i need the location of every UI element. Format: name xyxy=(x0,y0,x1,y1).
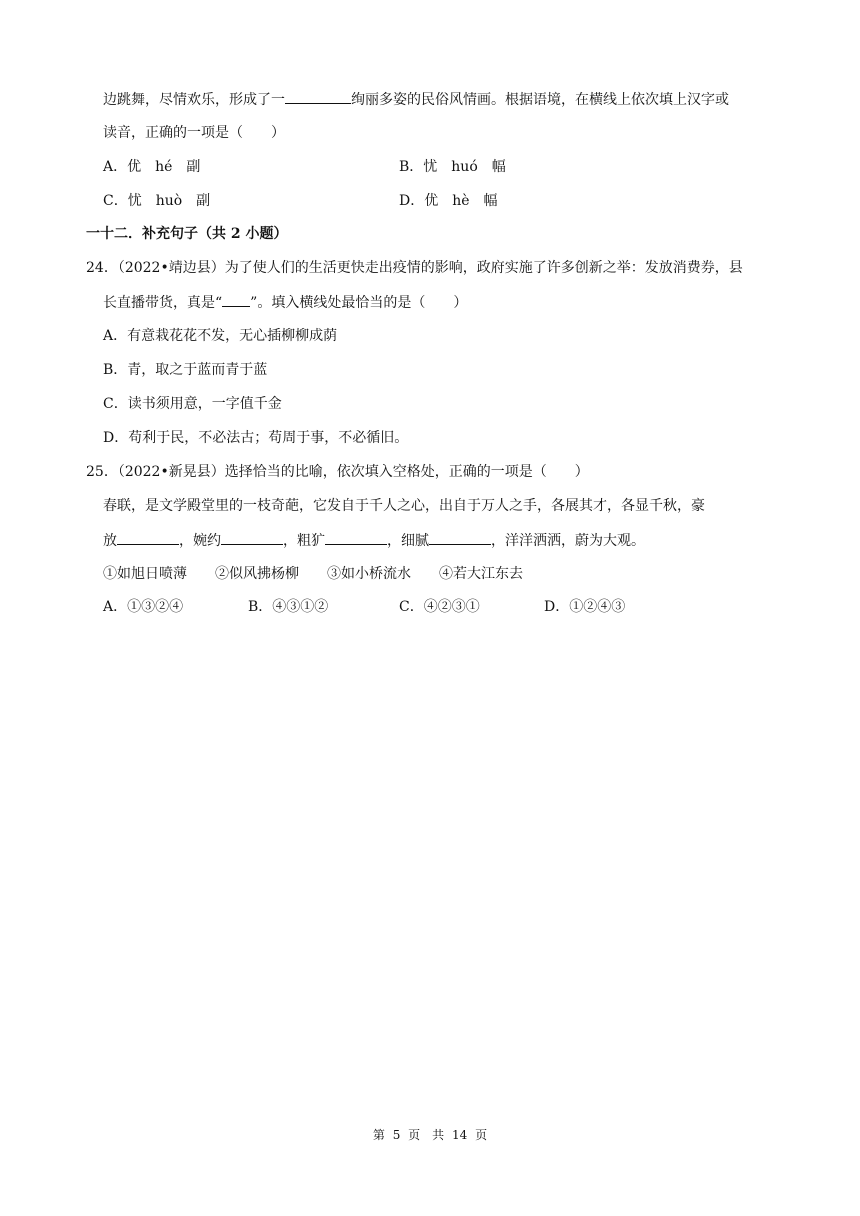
q23-option-d: D．优 hè 幅 xyxy=(399,193,498,209)
q23-line2: 读音，正确的一项是（ ） xyxy=(103,125,285,141)
q25-line2: 春联，是文学殿堂里的一枝奇葩，它发自于千人之心，出自于万人之手，各展其才，各显千秋，豪 xyxy=(103,498,705,514)
q25-blank-4 xyxy=(429,530,491,545)
q25-option-d: D．①②④③ xyxy=(544,599,626,615)
footer-page-number: 5 xyxy=(392,1128,401,1142)
q25-seg3: ，粗犷 xyxy=(283,533,325,549)
q25-option-c: C．④②③① xyxy=(399,599,480,615)
q23-option-b: B．忧 huó 幅 xyxy=(399,159,506,175)
footer-suffix: 页 xyxy=(475,1128,488,1142)
q25-option-a: A．①③②④ xyxy=(103,599,184,615)
q24-option-c: C．读书须用意，一字值千金 xyxy=(103,396,282,412)
q25-seg5: ，洋洋洒洒，蔚为大观。 xyxy=(491,533,645,549)
section-title: 一十二．补充句子（共 2 小题） xyxy=(86,226,288,242)
q25-blank-1 xyxy=(117,530,179,545)
q23-option-c: C．忧 huò 副 xyxy=(103,193,211,209)
q25-blank-3 xyxy=(325,530,387,545)
q24-line1: 24．（2022•靖边县）为了使人们的生活更快走出疫情的影响，政府实施了许多创新之举：发放消费券，县 xyxy=(86,260,743,276)
q24-option-b: B．青，取之于蓝而青于蓝 xyxy=(103,362,268,378)
q24-blank xyxy=(222,292,250,307)
footer-prefix: 第 xyxy=(372,1128,385,1142)
q24-line2 xyxy=(103,292,467,312)
q25-seg1: 放 xyxy=(103,533,117,549)
q25-line1: 25．（2022•新晃县）选择恰当的比喻，依次填入空格处，正确的一项是（ ） xyxy=(86,464,589,480)
footer-total-pages: 14 xyxy=(452,1128,468,1142)
q24-line2-before: 长直播带货，真是“ xyxy=(103,295,223,311)
q24-option-a: A．有意栽花花不发，无心插柳柳成荫 xyxy=(103,328,338,344)
q25-seg4: ，细腻 xyxy=(387,533,429,549)
page-footer xyxy=(0,1126,860,1144)
q23-line1-after: 绚丽多姿的民俗风情画。根据语境，在横线上依次填上汉字或 xyxy=(351,92,729,108)
q25-line3 xyxy=(103,530,645,550)
footer-middle: 页 共 xyxy=(408,1128,445,1142)
q25-choices: ①如旭日喷薄 ②似风拂杨柳 ③如小桥流水 ④若大江东去 xyxy=(103,566,523,582)
q25-seg2: ，婉约 xyxy=(179,533,221,549)
q24-line2-after: ”。填入横线处最恰当的是（ ） xyxy=(250,295,468,311)
q23-line1-before: 边跳舞，尽情欢乐，形成了一 xyxy=(103,92,285,108)
q24-option-d: D．苟利于民，不必法古；苟周于事，不必循旧。 xyxy=(103,430,409,446)
q23-option-a: A．优 hé 副 xyxy=(103,159,201,175)
q25-option-b: B．④③①② xyxy=(248,599,329,615)
q23-line1 xyxy=(103,89,729,109)
q23-blank xyxy=(285,89,351,104)
q25-blank-2 xyxy=(221,530,283,545)
